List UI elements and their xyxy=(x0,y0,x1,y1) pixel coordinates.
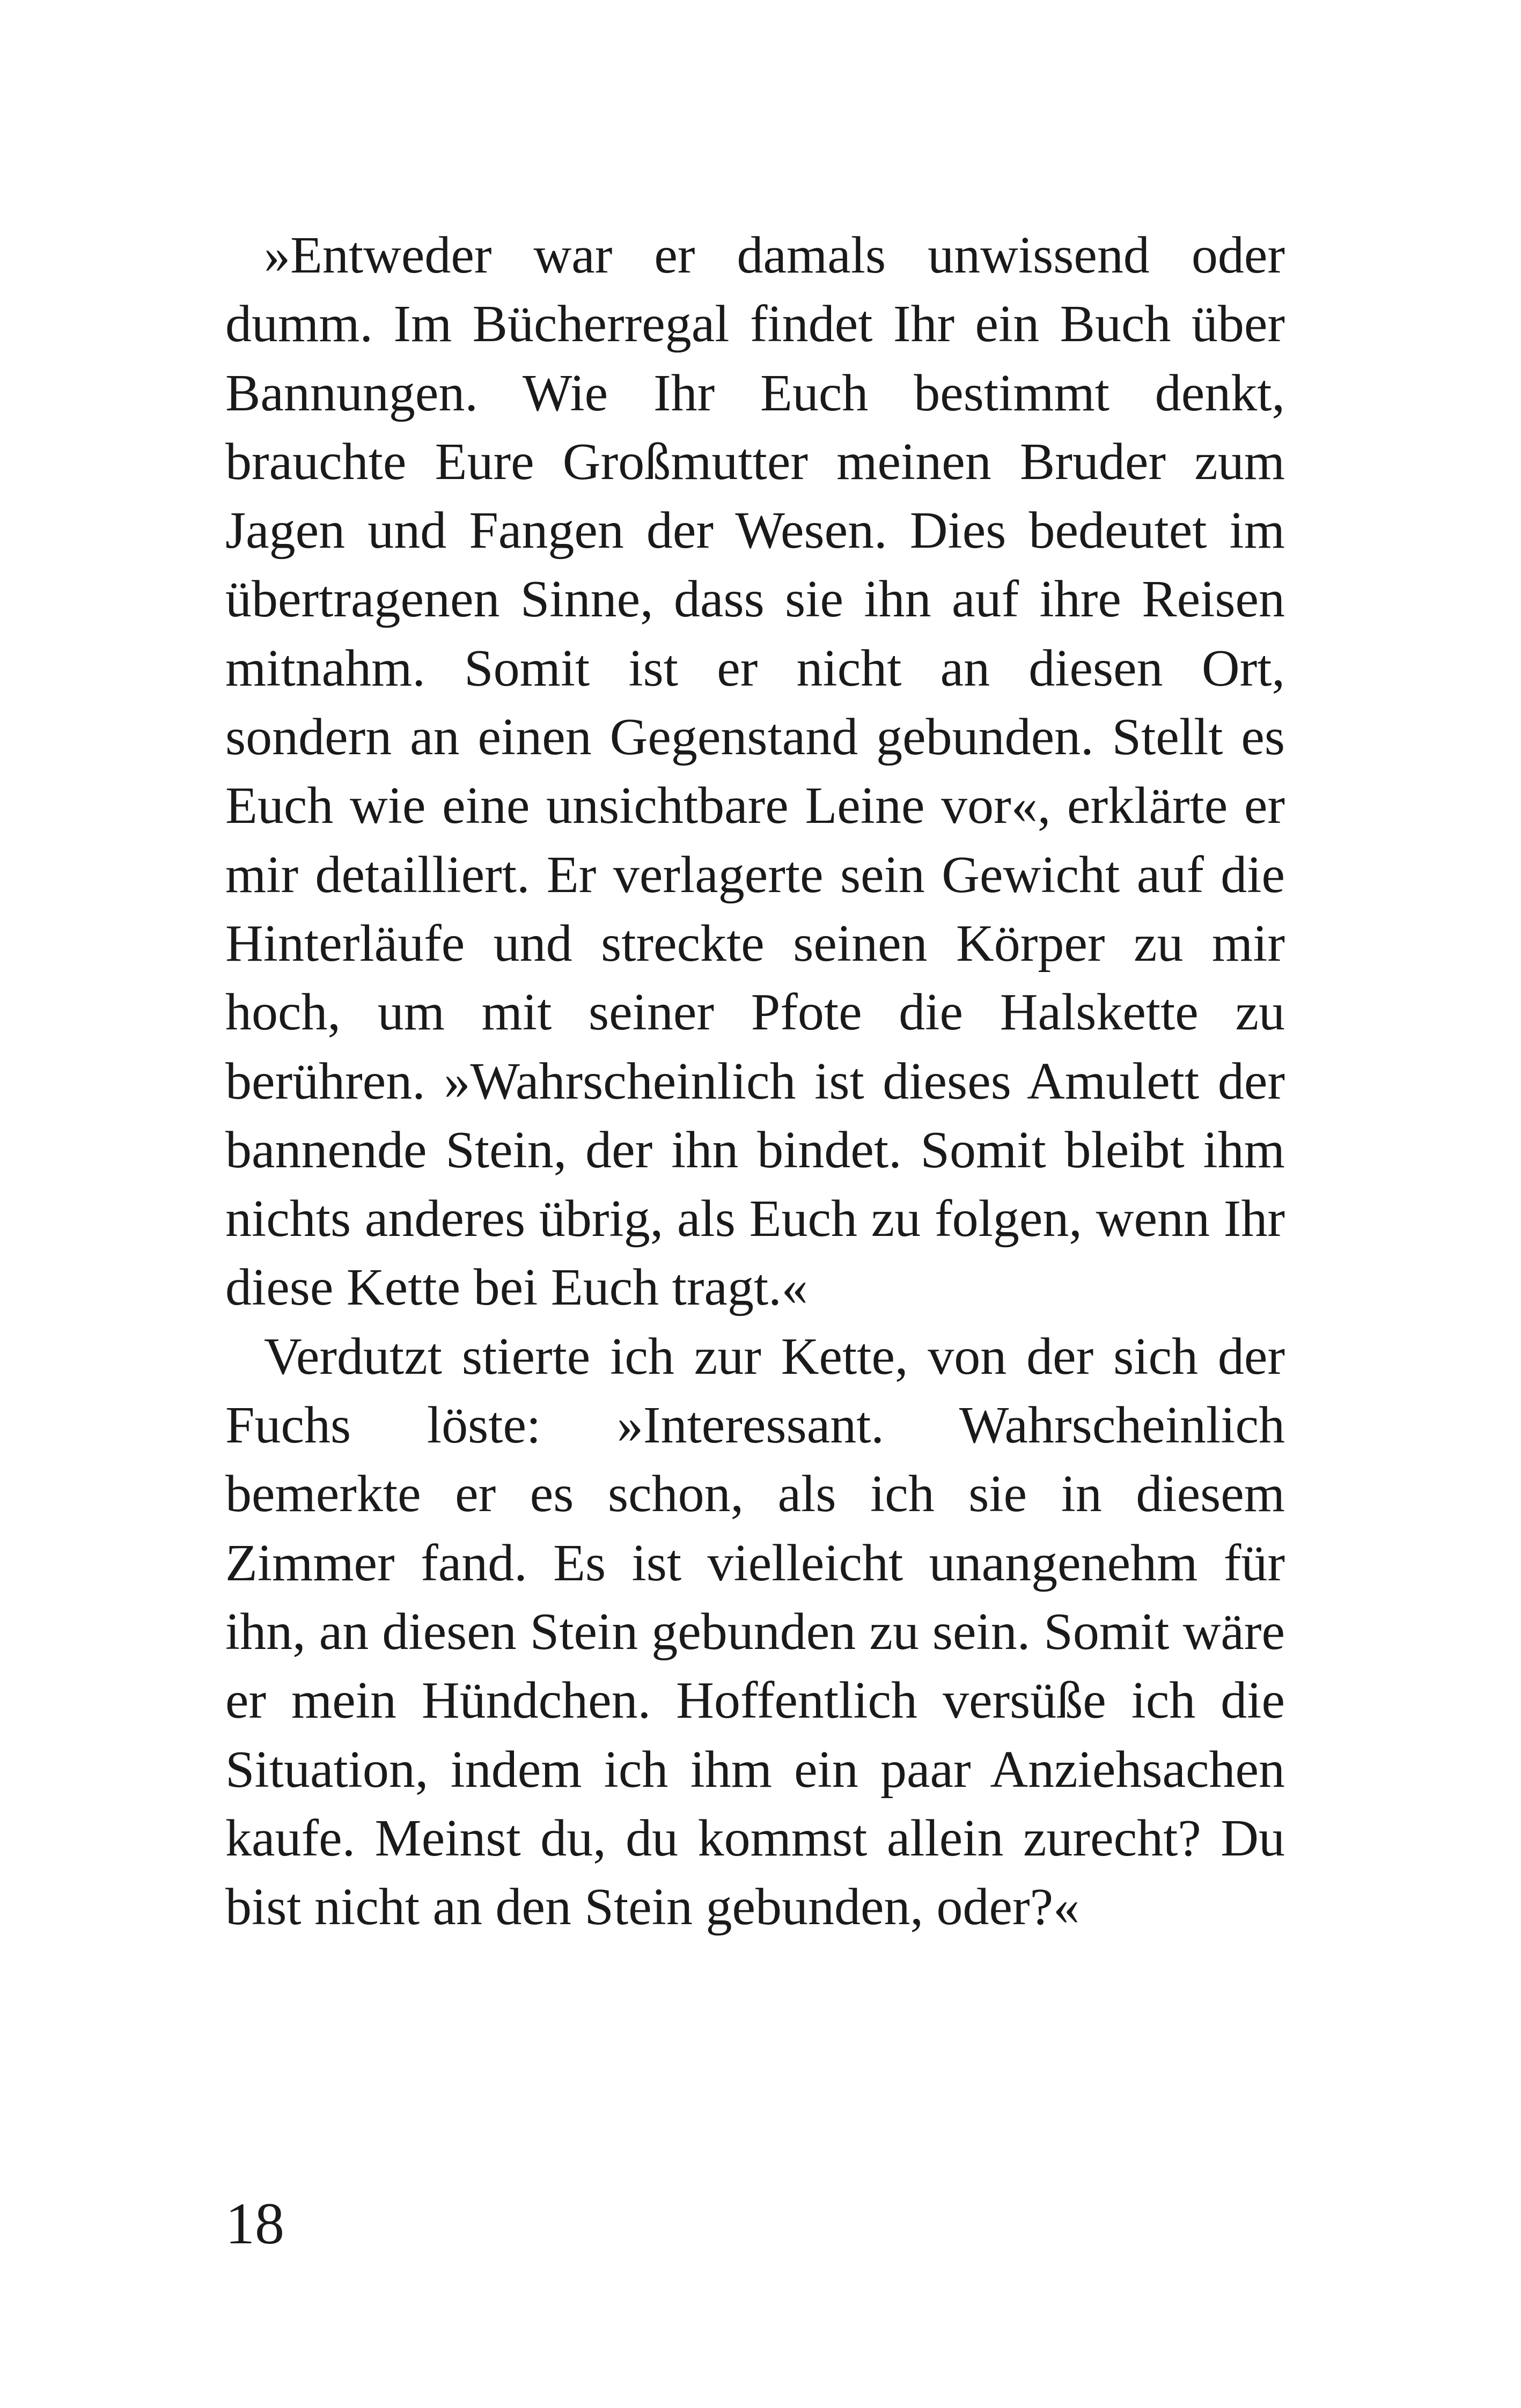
paragraph-1: »Entweder war er damals unwissend oder dumm. Im Bücherregal findet Ihr ein Buch über Bannungen. Wie Ihr Euch bestimmt denkt, brauchte Eure Großmutter meinen Bruder zum Jagen und Fangen der Wesen. Dies bedeutet im übertragenen Sinne, dass sie ihn auf ihre Reisen mitnahm. Somit ist er nicht an diesen Ort, sondern an einen Gegenstand gebunden. Stellt es Euch wie eine unsichtbare Leine vor«, erklärte er mir detailliert. Er verlagerte sein Gewicht auf die Hinterläufe und streckte seinen Körper zu mir hoch, um mit seiner Pfote die Halskette zu berühren. »Wahrscheinlich ist dieses Amulett der bannende Stein, der ihn bindet. Somit bleibt ihm nichts anderes übrig, als Euch zu folgen, wenn Ihr diese Kette bei Euch tragt.« xyxy=(225,226,1285,1317)
paragraph-2: Verdutzt stierte ich zur Kette, von der sich der Fuchs löste: »Interessant. Wahrscheinlich bemerkte er es schon, als ich sie in diesem Zimmer fand. Es ist vielleicht unangenehm für ihn, an diesen Stein gebunden zu sein. Somit wäre er mein Hündchen. Hoffentlich versüße ich die Situation, indem ich ihm ein paar Anziehsachen kaufe. Meinst du, du kommst allein zurecht? Du bist nicht an den Stein gebunden, oder?« xyxy=(225,1327,1285,1936)
body-text xyxy=(225,221,1285,1941)
page-number: 18 xyxy=(225,2191,284,2256)
